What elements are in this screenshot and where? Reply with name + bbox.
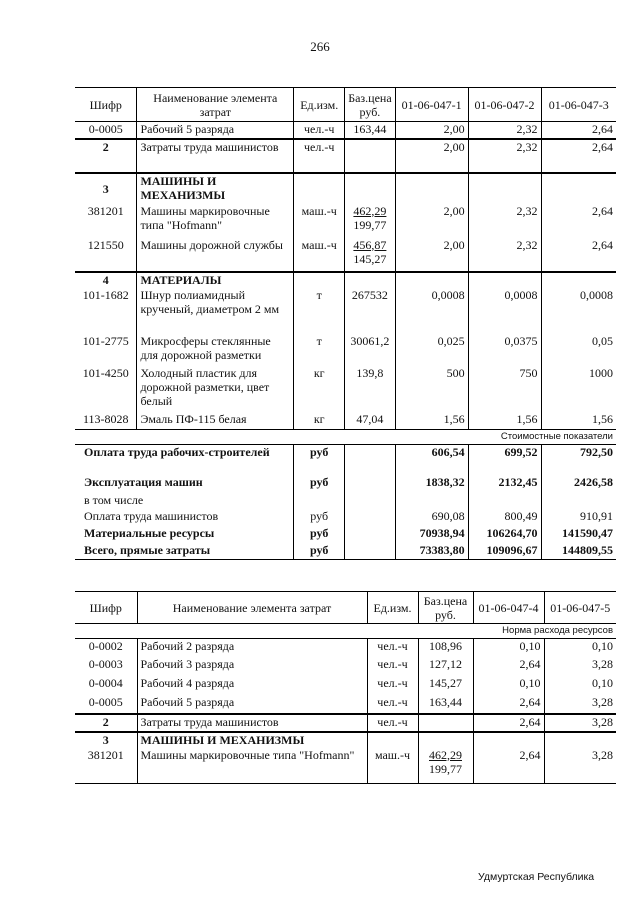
name-cell: Машины маркировочные типа "Hofmann": [137, 204, 294, 238]
price-cell: [418, 714, 473, 732]
value-cell: 144809,55: [541, 543, 616, 560]
value-cell: 2,00: [395, 122, 468, 139]
header-cell: Баз.цена руб.: [418, 592, 473, 624]
table-header-row: [75, 592, 616, 624]
price-cell: 30061,2: [345, 334, 395, 366]
name-cell: Эмаль ПФ-115 белая: [137, 412, 294, 430]
name-cell: Машины маркировочные типа "Hofmann": [137, 748, 367, 784]
unit-cell: маш.-ч: [367, 748, 418, 784]
value-cell: 2426,58: [541, 475, 616, 493]
code-cell: 101-1682: [82, 287, 129, 302]
code-cell: 0-0005: [75, 122, 137, 139]
value-cell: 699,52: [468, 445, 541, 475]
price-cell: 108,96: [418, 639, 473, 657]
cost-row: [75, 543, 616, 560]
value-cell: 141590,47: [541, 526, 616, 543]
header-cell: Ед.изм.: [367, 592, 418, 624]
value-cell: 2,32: [468, 204, 541, 238]
value-cell: 3,28: [544, 748, 616, 784]
name-cell: Рабочий 3 разряда: [137, 657, 367, 676]
unit-cell: чел.-ч: [367, 695, 418, 714]
value-cell: 3,28: [544, 714, 616, 732]
table-row: [75, 334, 616, 366]
value-cell: 0,10: [544, 639, 616, 657]
name-cell: Рабочий 5 разряда: [137, 122, 294, 139]
price-value: 462,29: [353, 203, 387, 218]
value-cell: 109096,67: [468, 543, 541, 560]
value-cell: 0,10: [473, 639, 544, 657]
name-cell: Рабочий 5 разряда: [137, 695, 367, 714]
header-cell: 01-06-047-2: [468, 88, 541, 122]
unit-cell: т: [294, 288, 345, 334]
cost-name: Эксплуатация машин: [84, 474, 203, 489]
table-row: [75, 695, 616, 714]
value-cell: 2,64: [473, 748, 544, 784]
price-wage-value: 145,27: [353, 251, 387, 266]
code-cell: 4: [75, 272, 137, 288]
code-cell: 0-0005: [88, 694, 123, 709]
caption-row: [75, 430, 616, 445]
price-cell: [345, 204, 395, 238]
value-cell: 2,32: [468, 122, 541, 139]
unit-cell: маш.-ч: [294, 238, 345, 272]
unit-cell: кг: [294, 366, 345, 412]
value-cell: 70938,94: [395, 526, 468, 543]
caption-row: [75, 624, 616, 639]
value-cell: 2,32: [468, 238, 541, 272]
unit-cell: чел.-ч: [367, 639, 418, 657]
value-cell: 2,64: [473, 657, 544, 676]
resource-table-1: [75, 87, 616, 560]
code-cell: 121550: [87, 237, 124, 252]
header-cell: Шифр: [75, 592, 137, 624]
section-row: [75, 173, 616, 204]
value-cell: 106264,70: [468, 526, 541, 543]
code-cell: 3: [75, 732, 137, 748]
resource-table-2: [75, 591, 616, 784]
code-cell: 101-2775: [82, 333, 129, 348]
table-row: [75, 657, 616, 676]
cost-name: Материальные ресурсы: [84, 525, 215, 540]
unit-cell: руб: [294, 543, 345, 560]
price-cell: 267532: [345, 288, 395, 334]
value-cell: 3,28: [544, 695, 616, 714]
section-row: [75, 272, 616, 288]
value-cell: 910,91: [541, 509, 616, 526]
cost-name: Оплата труда машинистов: [84, 508, 219, 523]
cost-row: [75, 475, 616, 493]
value-cell: 1838,32: [395, 475, 468, 493]
value-cell: 2,64: [473, 714, 544, 732]
unit-cell: руб: [294, 475, 345, 493]
section-title: МАШИНЫ И МЕХАНИЗМЫ: [137, 173, 294, 204]
price-cell: 139,8: [345, 366, 395, 412]
table-row: [75, 412, 616, 430]
header-cell: 01-06-047-3: [548, 97, 609, 112]
table-row: [75, 238, 616, 272]
value-cell: 0,10: [544, 676, 616, 695]
value-cell: 2,00: [395, 204, 468, 238]
price-cell: 47,04: [345, 412, 395, 430]
price-value: 462,29: [429, 747, 462, 762]
section-row: [75, 732, 616, 748]
code-cell: 0-0004: [88, 675, 123, 690]
unit-cell: руб: [294, 509, 345, 526]
code-cell: 3: [75, 173, 137, 204]
value-cell: 0,0375: [468, 334, 541, 366]
header-cell: Шифр: [75, 88, 137, 122]
header-cell: Ед.изм.: [294, 88, 345, 122]
name-cell: Рабочий 4 разряда: [137, 676, 367, 695]
value-cell: 2,64: [541, 139, 616, 173]
unit-cell: чел.-ч: [367, 714, 418, 732]
value-cell: 0,0008: [541, 288, 616, 334]
value-cell: 2,64: [541, 204, 616, 238]
unit-cell: руб: [294, 526, 345, 543]
code-cell: 2: [75, 139, 137, 173]
page-number: 266: [310, 39, 330, 54]
price-cell: 163,44: [345, 122, 395, 139]
code-cell: 2: [75, 714, 137, 732]
norm-caption: Норма расхода ресурсов: [75, 624, 616, 639]
name-cell: Затраты труда машинистов: [137, 139, 294, 173]
section-title: МАШИНЫ И МЕХАНИЗМЫ: [137, 732, 367, 748]
cost-name: Всего, прямые затраты: [84, 542, 211, 557]
value-cell: 606,54: [395, 445, 468, 475]
code-cell: 381201: [87, 747, 124, 762]
value-cell: 1,56: [395, 412, 468, 430]
value-cell: 1,56: [468, 412, 541, 430]
table-row: [75, 366, 616, 412]
value-cell: 0,025: [395, 334, 468, 366]
value-cell: 2,64: [541, 122, 616, 139]
code-cell: 0-0003: [88, 656, 123, 671]
value-cell: 792,50: [541, 445, 616, 475]
value-cell: 2,64: [541, 238, 616, 272]
table-row: [75, 139, 616, 173]
header-cell: 01-06-047-4: [473, 592, 544, 624]
table-header-row: [75, 88, 616, 122]
footer-region: Удмуртская Республика: [478, 871, 595, 883]
table-row: [75, 676, 616, 695]
name-cell: Микросферы стеклянные для дорожной разметки: [137, 334, 294, 366]
name-cell: Затраты труда машинистов: [137, 714, 367, 732]
cost-row: [75, 445, 616, 475]
unit-cell: чел.-ч: [294, 122, 345, 139]
table-row: [75, 122, 616, 139]
value-cell: 2,00: [395, 139, 468, 173]
cost-name: в том числе: [84, 492, 144, 507]
unit-cell: чел.-ч: [294, 139, 345, 173]
value-cell: 2,00: [395, 238, 468, 272]
price-cell: 127,12: [418, 657, 473, 676]
value-cell: 750: [468, 366, 541, 412]
price-value: 456,87: [353, 237, 387, 252]
cost-caption: Стоимостные показатели: [75, 430, 616, 445]
value-cell: 3,28: [544, 657, 616, 676]
value-cell: 73383,80: [395, 543, 468, 560]
price-wage-value: 199,77: [429, 761, 462, 776]
unit-cell: чел.-ч: [367, 657, 418, 676]
header-cell: 01-06-047-1: [395, 88, 468, 122]
value-cell: 2,32: [468, 139, 541, 173]
price-cell: [418, 748, 473, 784]
table-row: [75, 714, 616, 732]
header-cell: Наименование элемента затрат: [137, 592, 367, 624]
header-cell: Наименование элемента затрат: [137, 88, 294, 122]
price-cell: [345, 238, 395, 272]
value-cell: 2132,45: [468, 475, 541, 493]
name-cell: Холодный пластик для дорожной разметки, цвет белый: [137, 366, 294, 412]
name-cell: Шнур полиамидный крученый, диаметром 2 мм: [137, 288, 294, 334]
value-cell: 1,56: [541, 412, 616, 430]
section-title: МАТЕРИАЛЫ: [137, 272, 294, 288]
unit-cell: чел.-ч: [367, 676, 418, 695]
value-cell: 1000: [541, 366, 616, 412]
value-cell: 0,0008: [468, 288, 541, 334]
unit-cell: руб: [294, 445, 345, 475]
code-cell: 101-4250: [82, 365, 129, 380]
price-wage-value: 199,77: [353, 217, 387, 232]
cost-row: [75, 526, 616, 543]
value-cell: 0,0008: [395, 288, 468, 334]
cost-name: Оплата труда рабочих-строителей: [75, 445, 294, 475]
value-cell: 0,05: [541, 334, 616, 366]
table-row: [75, 748, 616, 784]
value-cell: 800,49: [468, 509, 541, 526]
table-row: [75, 288, 616, 334]
price-cell: 163,44: [418, 695, 473, 714]
value-cell: 2,64: [473, 695, 544, 714]
value-cell: 690,08: [395, 509, 468, 526]
value-cell: 0,10: [473, 676, 544, 695]
header-cell: Баз.цена руб.: [345, 88, 395, 122]
name-cell: Машины дорожной службы: [137, 238, 294, 272]
code-cell: 0-0002: [75, 639, 137, 657]
unit-cell: кг: [294, 412, 345, 430]
price-cell: 145,27: [418, 676, 473, 695]
code-cell: 113-8028: [82, 411, 129, 426]
unit-cell: маш.-ч: [294, 204, 345, 238]
code-cell: 381201: [87, 203, 124, 218]
table-row: [75, 204, 616, 238]
unit-cell: т: [294, 334, 345, 366]
cost-row: [75, 509, 616, 526]
header-cell: 01-06-047-5: [550, 600, 611, 615]
cost-row: [75, 493, 616, 509]
price-cell: [345, 139, 395, 173]
value-cell: 500: [395, 366, 468, 412]
name-cell: Рабочий 2 разряда: [137, 639, 367, 657]
table-row: [75, 639, 616, 657]
